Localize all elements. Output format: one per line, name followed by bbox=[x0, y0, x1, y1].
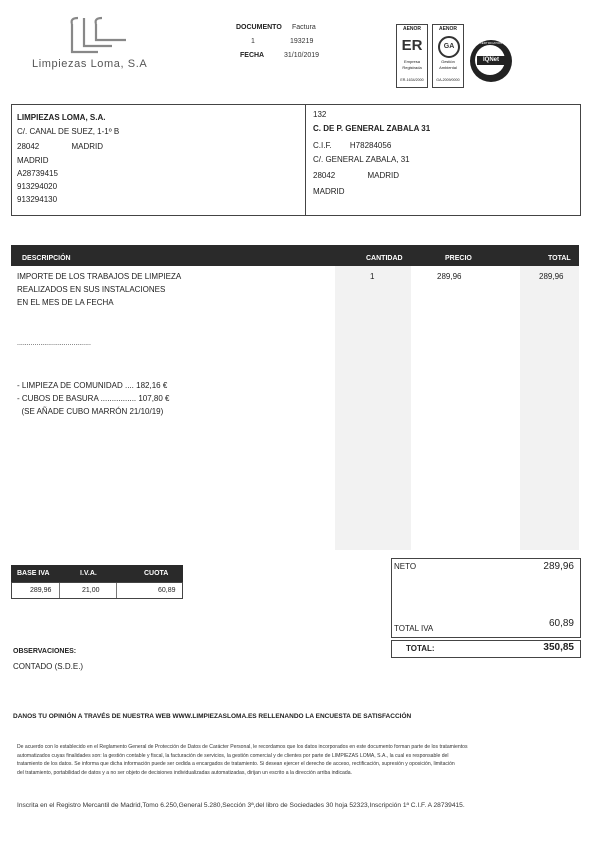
total-iva-value: 60,89 bbox=[548, 618, 574, 629]
company-logo-icon bbox=[68, 16, 138, 58]
issuer-phone2: 913294130 bbox=[17, 195, 58, 204]
detail-line: - CUBOS DE BASURA ................ 107,80 € bbox=[17, 394, 170, 403]
aenor-ga-badge bbox=[432, 24, 464, 88]
fecha-label: FECHA bbox=[240, 52, 265, 59]
description-dots: ...................................... bbox=[17, 340, 91, 347]
header-total: TOTAL bbox=[548, 255, 571, 262]
iqnet-mark: IQNet bbox=[477, 56, 505, 65]
client-province: MADRID bbox=[313, 187, 345, 196]
issuer-postal-code: 28042 bbox=[17, 142, 40, 151]
iqnet-text: CERTIFICATION bbox=[479, 41, 503, 45]
issuer-block bbox=[17, 111, 297, 206]
client-name: C. DE P. GENERAL ZABALA 31 bbox=[313, 124, 431, 133]
tax-header-base: BASE IVA bbox=[17, 570, 50, 577]
aenor-er-sub1: Empresa bbox=[403, 59, 420, 64]
survey-text: DANOS TU OPINIÓN A TRAVÉS DE NUESTRA WEB WWW.LIMPIEZASLOMA.ES RELLENANDO LA ENCUESTA DE SATISFACCIÓN bbox=[13, 713, 412, 720]
aenor-ga-code: GA-2009/0000 bbox=[436, 78, 460, 82]
issuer-name: LIMPIEZAS LOMA, S.A. bbox=[17, 113, 106, 122]
issuer-postal-row bbox=[17, 140, 297, 153]
client-cif: H78284056 bbox=[349, 141, 392, 150]
issuer-address: C/. CANAL DE SUEZ, 1-1º B bbox=[17, 127, 120, 136]
fecha-value: 31/10/2019 bbox=[284, 52, 320, 59]
header-cantidad: CANTIDAD bbox=[366, 255, 403, 262]
legal-line: tratamiento de los datos. Se informa que dicha información puede ser cedida a encargados de tratamiento. Si desean ejercer el derecho de acceso, rectificación, supresión y oposición, limitación bbox=[17, 761, 455, 768]
detail-block bbox=[17, 379, 327, 418]
tax-cuota-value: 60,89 bbox=[158, 587, 176, 594]
client-city: MADRID bbox=[367, 171, 400, 180]
iqnet-badge bbox=[470, 40, 512, 82]
legal-line: del tratamiento, portabilidad de datos y a no ser objeto de decisiones individualizadas automatizadas, dirijan un escrito a la dirección arriba indicada. bbox=[17, 769, 352, 776]
issuer-cif: A28739415 bbox=[17, 169, 58, 178]
serie-value: 1 bbox=[251, 38, 255, 45]
observaciones-label: OBSERVACIONES: bbox=[13, 648, 77, 655]
grand-total-label: TOTAL: bbox=[406, 644, 435, 653]
grand-total-box bbox=[391, 640, 581, 658]
aenor-er-mark: ER bbox=[401, 37, 423, 54]
tax-table-header bbox=[11, 565, 183, 582]
client-postal-row bbox=[313, 169, 573, 182]
documento-label: DOCUMENTO bbox=[236, 24, 282, 31]
detail-line: (SE AÑADE CUBO MARRÓN 21/10/19) bbox=[17, 407, 164, 416]
detail-line: - LIMPIEZA DE COMUNIDAD .... 182,16 € bbox=[17, 381, 168, 390]
tax-base-value: 289,96 bbox=[30, 587, 52, 594]
item-cantidad: 1 bbox=[370, 272, 375, 281]
header-precio: PRECIO bbox=[445, 255, 472, 262]
issuer-phone1: 913294020 bbox=[17, 182, 58, 191]
description-line: EN EL MES DE LA FECHA bbox=[17, 298, 114, 307]
aenor-ga-top: AENOR bbox=[438, 26, 458, 32]
cantidad-column-bg bbox=[335, 266, 411, 550]
description-block bbox=[17, 270, 327, 309]
aenor-er-top: AENOR bbox=[402, 26, 422, 32]
client-cif-label: C.I.F. bbox=[313, 141, 332, 150]
issuer-city: MADRID bbox=[71, 142, 104, 151]
tax-divider-1 bbox=[59, 583, 60, 598]
client-address: C/. GENERAL ZABALA, 31 bbox=[313, 155, 410, 164]
tax-header-cuota: CUOTA bbox=[144, 570, 169, 577]
aenor-ga-mark: GA bbox=[438, 36, 460, 58]
documento-value: Factura bbox=[292, 24, 316, 31]
legal-line: De acuerdo con lo establecido en el Reglamento General de Protección de Datos de Carácter Personal, le recordamos que los datos incorporados en este documento forman parte de los tratamientos bbox=[17, 744, 468, 750]
grand-total-value: 350,85 bbox=[543, 642, 574, 653]
aenor-er-code: ER-1634/2000 bbox=[400, 78, 424, 82]
registry-text: Inscrita en el Registro Mercantil de Madrid,Tomo 6.250,General 5.280,Sección 3ª,del libro de Sociedades 30 hoja 52323,Inscripción 1ª C.I.F. A 28739415. bbox=[17, 802, 465, 809]
company-logo-name: Limpiezas Loma, S.A bbox=[32, 58, 148, 70]
observaciones-value: CONTADO (S.D.E.) bbox=[13, 662, 84, 671]
aenor-ga-sub1: Gestión bbox=[441, 59, 455, 64]
client-code: 132 bbox=[313, 110, 327, 119]
issuer-province: MADRID bbox=[17, 156, 49, 165]
item-precio: 289,96 bbox=[437, 272, 462, 281]
item-total: 289,96 bbox=[539, 272, 564, 281]
header-descripcion: DESCRIPCIÓN bbox=[22, 255, 71, 262]
total-iva-label: TOTAL IVA bbox=[394, 624, 434, 633]
tax-table-row bbox=[11, 582, 183, 599]
tax-header-iva: I.V.A. bbox=[80, 570, 97, 577]
client-cif-row bbox=[313, 139, 573, 152]
total-column-bg bbox=[520, 266, 579, 550]
aenor-er-badge bbox=[396, 24, 428, 88]
legal-line: automatizados cuyas finalidades son: la gestión contable y fiscal, la facturación de servicios, la gestión comercial y de clientes por parte de LIMPIEZAS LOMA, S.A., la cual es responsable del bbox=[17, 752, 449, 759]
client-block bbox=[313, 108, 573, 198]
items-table-header bbox=[11, 251, 579, 266]
description-line: REALIZADOS EN SUS INSTALACIONES bbox=[17, 285, 166, 294]
aenor-er-sub2: Registrada bbox=[402, 65, 422, 70]
address-divider bbox=[305, 104, 306, 215]
tax-divider-2 bbox=[116, 583, 117, 598]
client-postal-code: 28042 bbox=[313, 171, 336, 180]
neto-label: NETO bbox=[394, 562, 417, 571]
aenor-ga-sub2: Ambiental bbox=[439, 65, 457, 70]
legal-notice bbox=[17, 743, 577, 777]
description-line: IMPORTE DE LOS TRABAJOS DE LIMPIEZA bbox=[17, 272, 182, 281]
neto-value: 289,96 bbox=[543, 561, 574, 572]
numero-value: 193219 bbox=[290, 38, 314, 45]
company-logo bbox=[28, 14, 178, 76]
tax-iva-value: 21,00 bbox=[82, 587, 100, 594]
